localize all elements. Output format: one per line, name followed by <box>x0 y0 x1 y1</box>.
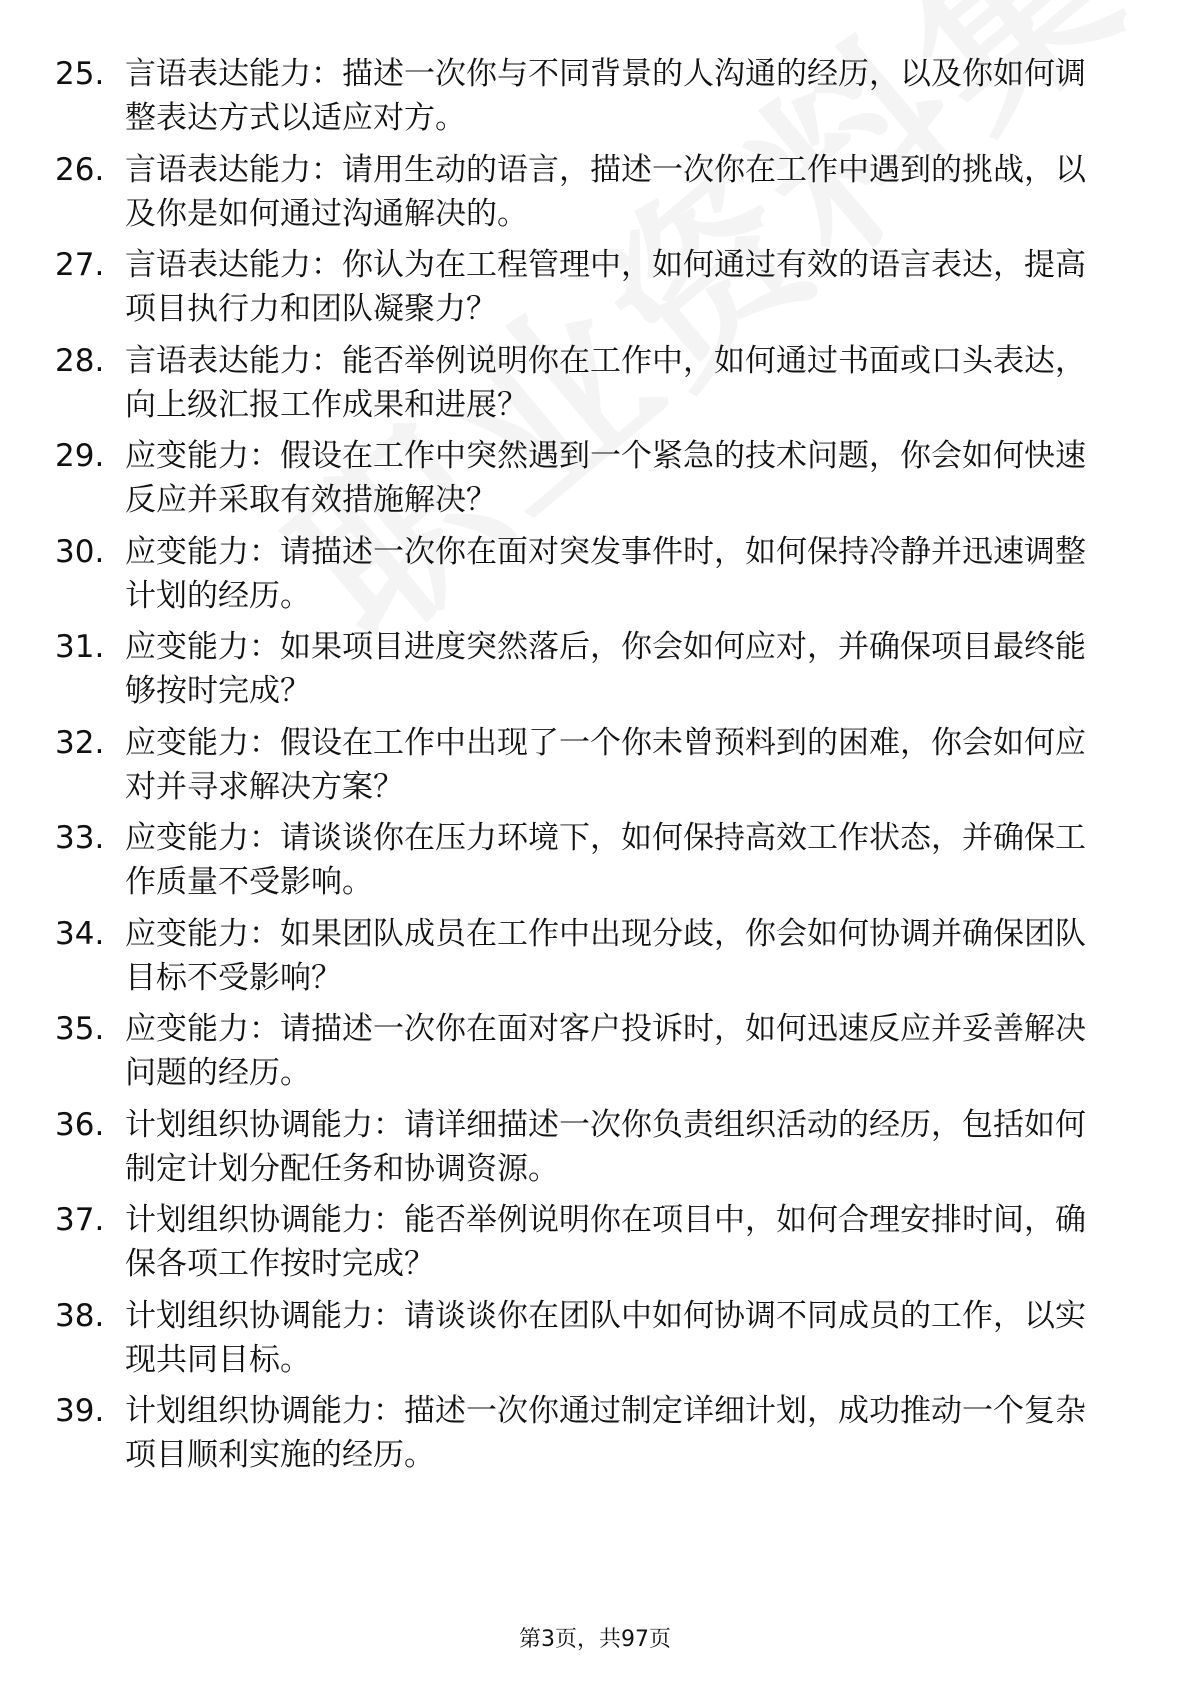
question-number: 30. <box>55 533 105 570</box>
question-item <box>55 434 1110 530</box>
question-text: 言语表达能力：能否举例说明你在工作中，如何通过书面或口头表达，向上级汇报工作成果和进展？ <box>125 342 1086 423</box>
question-text: 应变能力：请描述一次你在面对客户投诉时，如何迅速反应并妥善解决问题的经历。 <box>125 1011 1086 1091</box>
question-item <box>55 912 1110 1008</box>
page-footer <box>0 1622 1190 1653</box>
question-text: 应变能力：请谈谈你在压力环境下，如何保持高效工作状态，并确保工作质量不受影响。 <box>125 820 1086 900</box>
question-item <box>55 243 1110 339</box>
question-item <box>55 1103 1110 1199</box>
question-text: 言语表达能力：请用生动的语言，描述一次你在工作中遇到的挑战，以及你是如何通过沟通解决的。 <box>125 151 1086 232</box>
question-item <box>55 1198 1110 1294</box>
question-item <box>55 530 1110 626</box>
question-text: 计划组织协调能力：请详细描述一次你负责组织活动的经历，包括如何制定计划分配任务和协调资源。 <box>125 1106 1086 1187</box>
question-item <box>55 1389 1110 1485</box>
question-text: 言语表达能力：描述一次你与不同背景的人沟通的经历，以及你如何调整表达方式以适应对方。 <box>125 56 1086 136</box>
question-text: 言语表达能力：你认为在工程管理中，如何通过有效的语言表达，提高项目执行力和团队凝聚力？ <box>125 247 1086 327</box>
question-text: 计划组织协调能力：能否举例说明你在项目中，如何合理安排时间，确保各项工作按时完成？ <box>125 1202 1086 1282</box>
question-text: 应变能力：假设在工作中突然遇到一个紧急的技术问题，你会如何快速反应并采取有效措施解决？ <box>125 438 1086 518</box>
question-text: 应变能力：请描述一次你在面对突发事件时，如何保持冷静并迅速调整计划的经历。 <box>125 533 1086 614</box>
question-number: 39. <box>55 1393 105 1429</box>
question-item <box>55 1294 1110 1390</box>
question-number: 34. <box>55 915 105 952</box>
question-number: 31. <box>55 629 105 665</box>
question-item <box>55 816 1110 912</box>
question-number: 33. <box>55 820 105 856</box>
question-number: 38. <box>55 1297 105 1334</box>
question-number: 26. <box>55 151 105 188</box>
question-item <box>55 625 1110 721</box>
question-item <box>55 1007 1110 1103</box>
question-item <box>55 52 1110 148</box>
question-item <box>55 148 1110 244</box>
question-number: 37. <box>55 1202 105 1238</box>
question-text: 计划组织协调能力：请谈谈你在团队中如何协调不同成员的工作，以实现共同目标。 <box>125 1297 1086 1378</box>
question-number: 36. <box>55 1106 105 1143</box>
question-number: 29. <box>55 438 105 474</box>
question-text: 应变能力：如果项目进度突然落后，你会如何应对，并确保项目最终能够按时完成？ <box>125 629 1086 709</box>
question-item <box>55 339 1110 435</box>
question-list <box>55 52 1110 1485</box>
question-item <box>55 721 1110 817</box>
question-number: 27. <box>55 247 105 283</box>
question-text: 应变能力：假设在工作中出现了一个你未曾预料到的困难，你会如何应对并寻求解决方案？ <box>125 724 1086 805</box>
question-number: 28. <box>55 342 105 379</box>
question-text: 计划组织协调能力：描述一次你通过制定详细计划，成功推动一个复杂项目顺利实施的经历。 <box>125 1393 1086 1473</box>
question-number: 35. <box>55 1011 105 1047</box>
question-number: 32. <box>55 724 105 761</box>
question-text: 应变能力：如果团队成员在工作中出现分歧，你会如何协调并确保团队目标不受影响？ <box>125 915 1086 996</box>
page-number-label: 第3页，共97页 <box>519 1627 671 1652</box>
question-number: 25. <box>55 56 105 92</box>
